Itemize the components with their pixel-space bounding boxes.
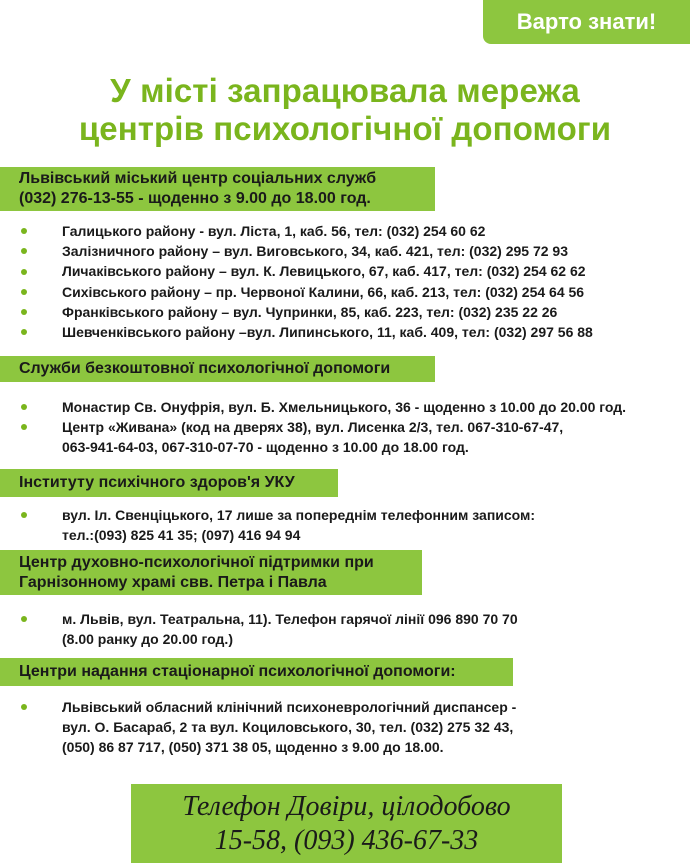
section-header-line: (032) 276-13-55 - щоденно з 9.00 до 18.00 год. (19, 190, 371, 207)
list-item (0, 282, 690, 302)
section-list (0, 697, 690, 757)
list-item-text: Центр «Живана» (код на дверях 38), вул. Лисенка 2/3, тел. 067-310-67-47, (62, 419, 564, 435)
bullet-icon (21, 228, 27, 234)
page-title-line-2: центрів психологічної допомоги (78, 110, 612, 147)
list-item-text: Залізничного району – вул. Виговського, 34, каб. 421, тел: (032) 295 72 93 (62, 243, 568, 260)
page-title-line-1: У місті запрацювала мережа (110, 72, 580, 109)
bullet-icon (21, 329, 27, 335)
bullet-icon (21, 404, 27, 410)
section-1 (0, 167, 690, 341)
list-item-text: тел.:(093) 825 41 35; (097) 416 94 94 (62, 527, 301, 543)
section-header-line: Гарнізонному храмі свв. Петра і Павла (19, 573, 327, 591)
section-3 (0, 469, 690, 543)
list-item (0, 417, 690, 457)
list-item-text: Франківського району – вул. Чупринки, 85, каб. 223, тел: (032) 235 22 26 (62, 303, 558, 320)
list-item (0, 261, 690, 281)
list-item-text: Сихівського району – пр. Червоної Калини, 66, каб. 213, тел: (032) 254 64 56 (62, 283, 585, 300)
list-item (0, 609, 690, 649)
list-item-text: вул. Іл. Свенціцького, 17 лише за попереднім телефонним записом: (62, 507, 536, 523)
section-header (0, 658, 513, 686)
section-header-line: Служби безкоштовної психологічної допомоги (19, 360, 391, 377)
list-item (0, 697, 690, 757)
list-item (0, 322, 690, 342)
list-item (0, 397, 690, 417)
section-header-line: Інституту психічного здоров'я УКУ (19, 474, 295, 491)
list-item-text: Монастир Св. Онуфрія, вул. Б. Хмельницького, 36 - щоденно з 10.00 до 20.00 год. (62, 399, 627, 415)
hotline-box (131, 784, 562, 863)
list-item-text: Личаківського району – вул. К. Левицького, 67, каб. 417, тел: (032) 254 62 62 (62, 263, 586, 280)
bullet-icon (21, 289, 27, 295)
section-4 (0, 550, 690, 647)
list-item (0, 221, 690, 241)
bullet-icon (21, 512, 27, 518)
list-item (0, 302, 690, 322)
list-item (0, 505, 690, 545)
bullet-icon (21, 424, 27, 430)
section-5 (0, 658, 690, 755)
page-title (0, 72, 690, 148)
bullet-icon (21, 248, 27, 254)
list-item-text: м. Львів, вул. Театральна, 11). Телефон гарячої лінії 096 890 70 70 (62, 611, 518, 627)
section-header (0, 356, 435, 382)
section-header-line: Центр духовно-психологічної підтримки при (19, 553, 374, 571)
section-header-line: Львівський міський центр соціальних служб (19, 170, 377, 187)
section-list (0, 505, 690, 545)
hotline-title: Телефон Довіри, цілодобово (182, 791, 511, 822)
section-header (0, 167, 435, 211)
section-list (0, 397, 690, 457)
section-header (0, 469, 338, 497)
list-item-text: (8.00 ранку до 20.00 год.) (62, 631, 233, 647)
list-item-text: (050) 86 87 717, (050) 371 38 05, щоденно з 9.00 до 18.00. (62, 739, 444, 755)
bullet-icon (21, 704, 27, 710)
bullet-icon (21, 616, 27, 622)
list-item-text: Львівський обласний клінічний психоневрологічний диспансер - (62, 699, 517, 715)
badge-varto-znaty: Варто знати! (483, 0, 690, 44)
list-item-text: Галицького району - вул. Ліста, 1, каб. 56, тел: (032) 254 60 62 (62, 223, 486, 239)
section-header (0, 550, 422, 595)
list-item (0, 241, 690, 261)
section-list (0, 221, 690, 342)
section-header-line: Центри надання стаціонарної психологічної допомоги: (19, 663, 456, 680)
bullet-icon (21, 309, 27, 315)
list-item-text: 063-941-64-03, 067-310-07-70 - щоденно з 10.00 до 18.00 год. (62, 439, 469, 455)
section-2 (0, 356, 690, 455)
bullet-icon (21, 269, 27, 275)
section-list (0, 609, 690, 649)
list-item-text: Шевченківського району –вул. Липинського, 11, каб. 409, тел: (032) 297 56 88 (62, 324, 593, 341)
list-item-text: вул. О. Басараб, 2 та вул. Коциловського, 30, тел. (032) 275 32 43, (62, 719, 514, 735)
hotline-numbers: 15-58, (093) 436-67-33 (214, 825, 479, 856)
